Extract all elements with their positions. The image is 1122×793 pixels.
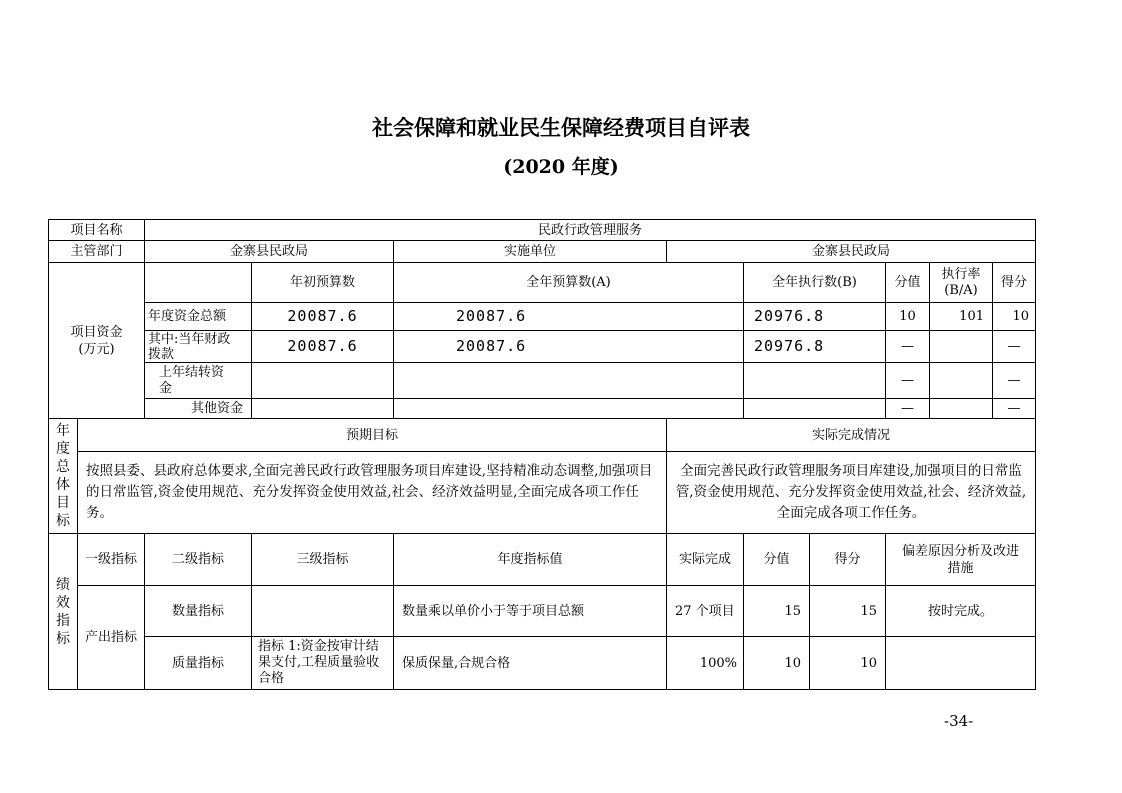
funds-score: 10 <box>992 302 1036 331</box>
dept-label: 主管部门 <box>48 240 145 263</box>
funds-score: — <box>992 362 1036 399</box>
goals-label: 年 度 总 体 目 标 <box>48 418 78 534</box>
funds-header-blank <box>144 262 252 303</box>
level3-header: 三级指标 <box>251 533 394 586</box>
score-header: 得分 <box>992 262 1036 303</box>
deviation-analysis <box>885 636 1036 690</box>
self-evaluation-table <box>48 219 1036 690</box>
performance-label: 绩 效 指 标 <box>48 533 78 690</box>
actual-completion: 27 个项目 <box>666 585 744 637</box>
level2-indicator: 质量指标 <box>144 636 252 690</box>
actual-completion: 100% <box>666 636 744 690</box>
level3-indicator: 指标 1:资金按审计结果支付,工程质量验收合格 <box>251 636 394 690</box>
funds-row-label: 其他资金 <box>144 398 252 419</box>
funds-score-value: — <box>885 330 930 363</box>
annual-exec-header: 全年执行数(B) <box>743 262 886 303</box>
indicator-score: 10 <box>809 636 886 690</box>
impl-value: 金寨县民政局 <box>666 240 1036 263</box>
impl-label: 实施单位 <box>393 240 667 263</box>
funds-exec-value: 20976.8 <box>743 330 886 363</box>
funds-exec-value <box>743 398 886 419</box>
annual-indicator-value: 数量乘以单价小于等于项目总额 <box>393 585 667 637</box>
funds-row-label: 上年结转资 金 <box>144 362 252 399</box>
deviation-analysis: 按时完成。 <box>885 585 1036 637</box>
funds-annual-value: 20087.6 <box>393 302 744 331</box>
dept-value: 金寨县民政局 <box>144 240 394 263</box>
funds-exec-value: 20976.8 <box>743 302 886 331</box>
funds-annual-value: 20087.6 <box>393 330 744 363</box>
level3-indicator <box>251 585 394 637</box>
funds-exec-rate <box>929 398 993 419</box>
funds-exec-rate <box>929 330 993 363</box>
page-title: 社会保障和就业民生保障经费项目自评表 <box>372 116 750 140</box>
funds-score-value: — <box>885 398 930 419</box>
annual-indicator-value: 保质保量,合规合格 <box>393 636 667 690</box>
level2-header: 二级指标 <box>144 533 252 586</box>
funds-label: 项目资金 (万元) <box>48 262 145 419</box>
level1-header: 一级指标 <box>77 533 145 586</box>
expected-goal-header: 预期目标 <box>77 418 667 452</box>
annual-budget-header: 全年预算数(A) <box>393 262 744 303</box>
funds-initial-value <box>251 362 394 399</box>
page-subtitle: (2020 年度) <box>503 156 619 178</box>
funds-initial-value <box>251 398 394 419</box>
project-name-value: 民政行政管理服务 <box>144 219 1036 241</box>
actual-goal-header: 实际完成情况 <box>666 418 1036 452</box>
expected-goal-text: 按照县委、县政府总体要求,全面完善民政行政管理服务项目库建设,坚持精准动态调整,加强项目的日常监管,资金使用规范、充分发挥资金使用效益,社会、经济效益明显,全面完成各项工作任务。 <box>77 451 667 534</box>
project-name-label: 项目名称 <box>48 219 145 241</box>
funds-exec-rate <box>929 362 993 399</box>
actual-goal-text: 全面完善民政行政管理服务项目库建设,加强项目的日常监管,资金使用规范、充分发挥资金使用效益,社会、经济效益,全面完成各项工作任务。 <box>666 451 1036 534</box>
funds-score-value: 10 <box>885 302 930 331</box>
funds-score-value: — <box>885 362 930 399</box>
deviation-header: 偏差原因分析及改进措施 <box>885 533 1036 586</box>
initial-budget-header: 年初预算数 <box>251 262 394 303</box>
level2-indicator: 数量指标 <box>144 585 252 637</box>
funds-exec-rate: 101 <box>929 302 993 331</box>
indicator-score: 15 <box>809 585 886 637</box>
indicator-score-value: 15 <box>743 585 810 637</box>
funds-row-label: 其中:当年财政 拨款 <box>144 330 252 363</box>
funds-exec-value <box>743 362 886 399</box>
annual-value-header: 年度指标值 <box>393 533 667 586</box>
perf-score-header: 得分 <box>809 533 886 586</box>
actual-header: 实际完成 <box>666 533 744 586</box>
score-value-header: 分值 <box>885 262 930 303</box>
output-indicator-label: 产出指标 <box>77 585 145 690</box>
funds-row-label: 年度资金总额 <box>144 302 252 331</box>
funds-initial-value: 20087.6 <box>251 330 394 363</box>
page-number: -34- <box>944 712 974 730</box>
perf-score-value-header: 分值 <box>743 533 810 586</box>
funds-annual-value <box>393 398 744 419</box>
exec-rate-header: 执行率 (B/A) <box>929 262 993 303</box>
funds-initial-value: 20087.6 <box>251 302 394 331</box>
funds-annual-value <box>393 362 744 399</box>
funds-score: — <box>992 398 1036 419</box>
indicator-score-value: 10 <box>743 636 810 690</box>
funds-score: — <box>992 330 1036 363</box>
